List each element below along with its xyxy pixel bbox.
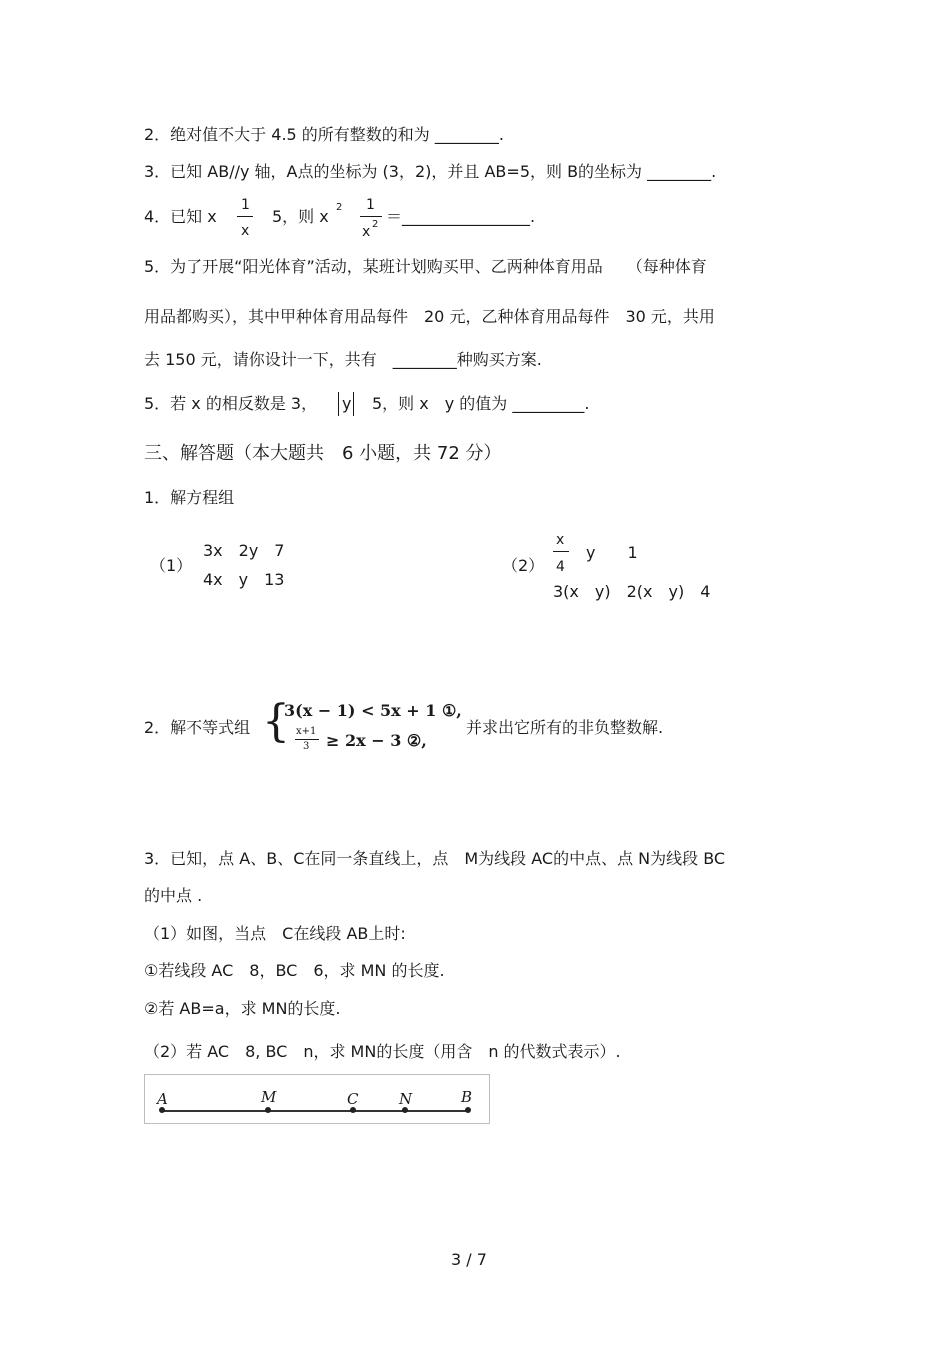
problem-2-prefix: 2．解不等式组 xyxy=(144,718,251,737)
problem-1-sub2-frac-den: 4 xyxy=(556,559,565,575)
label-c: C xyxy=(347,1090,359,1108)
question-5-line3: 去 150 元，请你设计一下，共有 ________种购买方案. xyxy=(144,350,542,369)
question-5-line1: 5．为了开展“阳光体育”活动，某班计划购买甲、乙两种体育用品 （每种体育 xyxy=(144,257,707,276)
problem-1-sub1-label: （1） xyxy=(150,556,193,575)
page-number: 3 / 7 xyxy=(451,1250,487,1269)
problem-3-line2: 的中点 . xyxy=(144,886,203,905)
brace-icon: { xyxy=(262,696,290,747)
problem-3-line1: 3．已知，点 A、B、C在同一条直线上，点 M为线段 AC的中点、点 N为线段 BC xyxy=(144,849,726,868)
inequality-2: ≥ 2x − 3 ②, xyxy=(326,731,427,750)
segment-figure xyxy=(144,1074,490,1124)
label-b: B xyxy=(461,1088,473,1106)
question-4-frac2-num: 1 xyxy=(366,197,375,213)
fraction-bar xyxy=(360,216,382,217)
question-4-frac2-den: x xyxy=(362,224,371,240)
question-6-prefix: 5．若 x 的相反数是 3， xyxy=(144,394,318,413)
question-4-frac1-num: 1 xyxy=(241,197,250,213)
problem-3-item1: ①若线段 AC 8，BC 6，求 MN 的长度. xyxy=(144,961,445,980)
problem-1-sub1-eq2: 4x y 13 xyxy=(203,570,285,589)
problem-3-sub1: （1）如图，当点 C在线段 AB上时: xyxy=(144,924,406,943)
fraction-bar xyxy=(553,551,569,552)
section-title: 三、解答题（本大题共 6 小题，共 72 分） xyxy=(144,443,502,464)
question-4-frac2-sup: 2 xyxy=(372,219,379,230)
question-4-prefix: 4．已知 x xyxy=(144,207,217,226)
label-a: A xyxy=(157,1090,168,1108)
problem-2-suffix: 并求出它所有的非负整数解. xyxy=(466,718,664,737)
problem-3-sub2: （2）若 AC 8, BC n，求 MN的长度（用含 n 的代数式表示）. xyxy=(144,1042,621,1061)
label-m: M xyxy=(261,1088,277,1106)
fraction-bar xyxy=(295,739,319,740)
question-6-suffix: 5，则 x y 的值为 _________. xyxy=(372,394,590,413)
question-4-mid: 5，则 x xyxy=(272,207,329,226)
label-n: N xyxy=(399,1090,413,1108)
question-4-frac1-den: x xyxy=(241,223,250,239)
point-m xyxy=(265,1107,271,1113)
problem-1-sub2-label: （2） xyxy=(502,556,545,575)
inequality-2-frac-den: 3 xyxy=(303,741,310,752)
problem-1-sub2-eq1: y 1 xyxy=(586,543,638,562)
problem-1-sub1-eq1: 3x 2y 7 xyxy=(203,541,285,560)
line-segment xyxy=(162,1110,470,1112)
point-b xyxy=(465,1107,471,1113)
question-4-suffix: ＝________________. xyxy=(386,207,536,226)
problem-3-item2: ②若 AB=a，求 MN的长度. xyxy=(144,999,341,1018)
problem-1-sub2-frac-num: x xyxy=(556,532,565,548)
question-6-abs-var: y xyxy=(342,394,352,413)
inequality-2-frac-num: x+1 xyxy=(296,726,317,737)
absolute-bar-left xyxy=(338,392,339,416)
question-2: 2．绝对值不大于 4.5 的所有整数的和为 ________. xyxy=(144,125,504,144)
absolute-bar-right xyxy=(353,392,354,416)
question-3: 3．已知 AB//y 轴，A点的坐标为 (3，2)，并且 AB=5，则 B的坐标为 ________. xyxy=(144,162,717,181)
fraction-bar xyxy=(237,216,253,217)
question-4-sup: 2 xyxy=(336,202,343,213)
inequality-1: 3(x − 1) < 5x + 1 ①, xyxy=(284,701,462,720)
problem-1-title: 1．解方程组 xyxy=(144,488,235,507)
question-5-line2: 用品都购买），其中甲种体育用品每件 20 元，乙种体育用品每件 30 元，共用 xyxy=(144,307,715,326)
problem-1-sub2-eq2: 3(x y) 2(x y) 4 xyxy=(553,582,711,601)
